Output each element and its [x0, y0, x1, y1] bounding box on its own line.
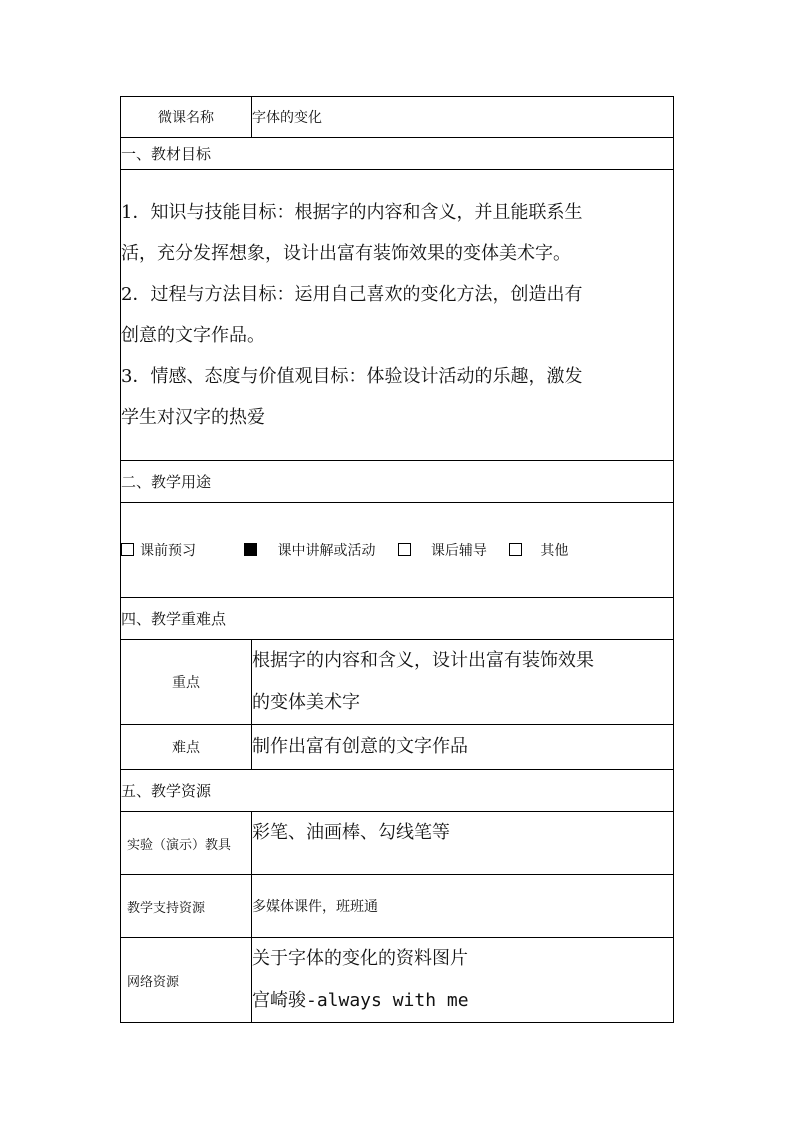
- difficulty-value: 制作出富有创意的文字作品: [252, 725, 674, 770]
- objective-line: 学生对汉字的热爱: [121, 407, 265, 428]
- tools-label: 实验（演示）教具: [121, 812, 252, 875]
- usage-options: [121, 503, 674, 598]
- support-value: 多媒体课件，班班通: [252, 875, 674, 938]
- network-value: [252, 938, 674, 1023]
- usage-heading: 二、教学用途: [121, 461, 674, 503]
- focus-value: [252, 640, 674, 725]
- network-label: 网络资源: [121, 938, 252, 1023]
- tools-value: 彩笔、油画棒、勾线笔等: [252, 812, 674, 875]
- course-name-row: [121, 97, 674, 138]
- key-points-heading: 四、教学重难点: [121, 598, 674, 640]
- objective-line: 2．过程与方法目标：运用自己喜欢的变化方法，创造出有: [121, 284, 583, 305]
- objectives-heading: 一、教材目标: [121, 138, 674, 170]
- usage-option-other[interactable]: [509, 540, 568, 560]
- objective-line: 活，充分发挥想象，设计出富有装饰效果的变体美术字。: [121, 243, 571, 264]
- focus-line: 根据字的内容和含义，设计出富有装饰效果: [252, 650, 594, 671]
- network-line: 关于字体的变化的资料图片: [252, 948, 468, 969]
- focus-line: 的变体美术字: [252, 692, 360, 713]
- objective-line: 创意的文字作品。: [121, 325, 265, 346]
- checkbox-empty-icon[interactable]: [398, 543, 411, 556]
- network-line-cn: 宫崎骏: [252, 990, 306, 1011]
- usage-option-after[interactable]: [398, 540, 487, 560]
- usage-option-label: 其他: [540, 542, 569, 559]
- network-line: [252, 980, 673, 1022]
- lesson-plan-table: [120, 96, 674, 1023]
- checkbox-empty-icon[interactable]: [509, 543, 522, 556]
- checkbox-empty-icon[interactable]: [121, 543, 134, 556]
- checkbox-filled-icon[interactable]: [244, 543, 257, 556]
- focus-label: 重点: [121, 640, 252, 725]
- usage-option-label: 课后辅导: [430, 542, 487, 559]
- usage-option-inclass[interactable]: [244, 540, 375, 560]
- support-label: 教学支持资源: [121, 875, 252, 938]
- objective-line: 3．情感、态度与价值观目标：体验设计活动的乐趣，激发: [121, 366, 583, 387]
- usage-option-label: 课前预习: [140, 542, 196, 559]
- network-line-en: -always with me: [306, 990, 469, 1011]
- course-name-value: 字体的变化: [252, 97, 674, 138]
- usage-option-preview[interactable]: [121, 540, 196, 560]
- resources-heading: 五、教学资源: [121, 770, 674, 812]
- difficulty-label: 难点: [121, 725, 252, 770]
- objectives-content: [121, 170, 674, 461]
- course-name-label: 微课名称: [121, 97, 252, 138]
- usage-option-label: 课中讲解或活动: [277, 542, 376, 559]
- objective-line: 1．知识与技能目标：根据字的内容和含义，并且能联系生: [121, 202, 583, 223]
